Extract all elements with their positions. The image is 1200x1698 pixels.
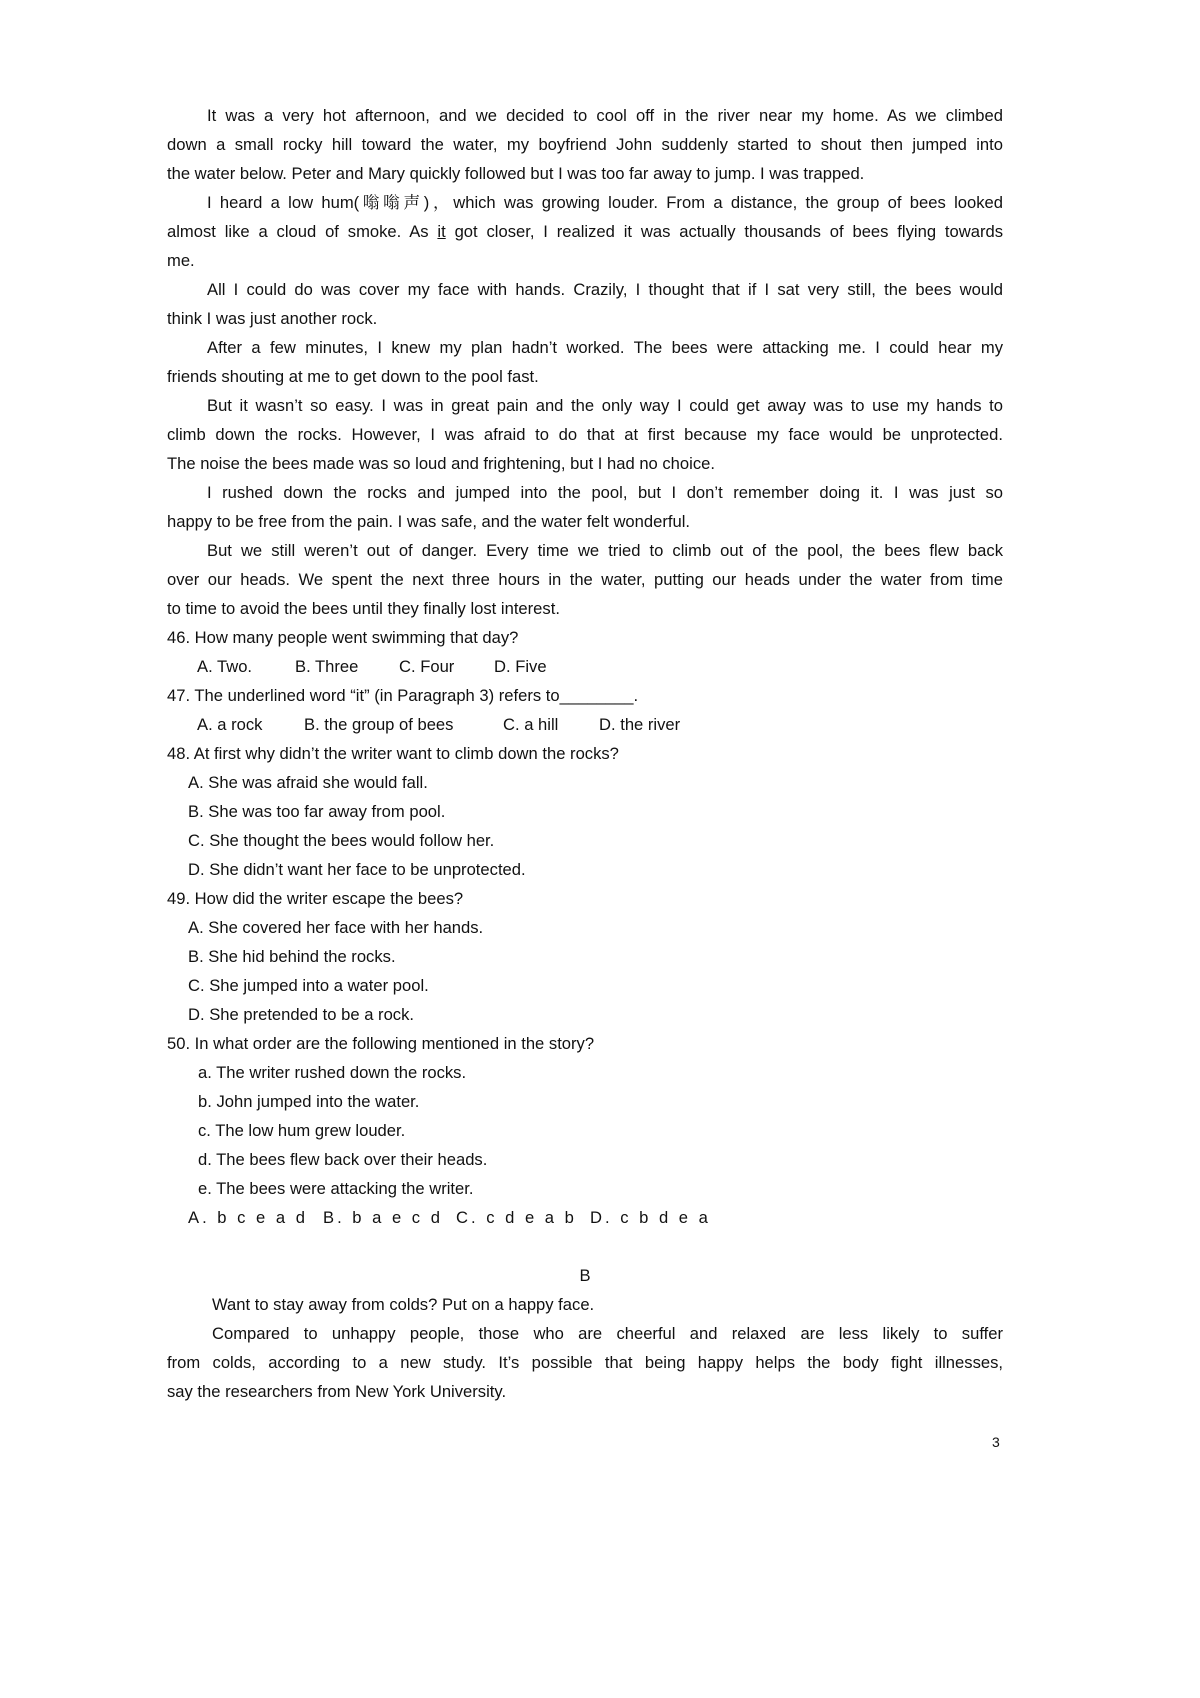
blank-line [167, 1232, 1003, 1261]
text-line: climb down the rocks. However, I was afraid to do that at first because my face would be unprotected. [167, 425, 1003, 444]
text-line: me. [167, 251, 195, 270]
page-number: 3 [992, 1434, 1000, 1450]
text-line: But we still weren’t out of danger. Every time we tried to climb out of the pool, the bees flew back [207, 541, 1003, 560]
order-item: d. The bees flew back over their heads. [198, 1150, 488, 1169]
question-stem: 50. In what order are the following mentioned in the story? [167, 1034, 595, 1053]
answer-option: B. She hid behind the rocks. [188, 947, 396, 966]
answer-option: A. She covered her face with her hands. [188, 918, 484, 937]
answer-option: C. Four [399, 657, 455, 676]
order-item: b. John jumped into the water. [198, 1092, 420, 1111]
text-segment: almost like a cloud of smoke. As [167, 222, 438, 241]
text-line: After a few minutes, I knew my plan hadn’t worked. The bees were attacking me. I could hear my [207, 338, 1003, 357]
question [167, 739, 1003, 884]
text-line: over our heads. We spent the next three hours in the water, putting our heads under the water from time [167, 570, 1003, 589]
text-line: friends shouting at me to get down to the pool fast. [167, 367, 539, 386]
options-row [167, 710, 1003, 739]
answer-option: B. She was too far away from pool. [188, 802, 446, 821]
answer-option: D. the river [599, 715, 681, 734]
question-stem: 49. How did the writer escape the bees? [167, 889, 464, 908]
text-line: think I was just another rock. [167, 309, 378, 328]
question [167, 884, 1003, 1029]
order-item: e. The bees were attacking the writer. [198, 1179, 474, 1198]
text-line: Compared to unhappy people, those who are cheerful and relaxed are less likely to suffer [212, 1324, 1003, 1343]
text-segment: got closer, I realized it was actually thousands of bees flying towards [445, 222, 1003, 241]
text-line: down a small rocky hill toward the water, my boyfriend John suddenly started to shout then jumped into [167, 135, 1003, 154]
question [167, 681, 1003, 739]
paragraph [167, 391, 1003, 478]
answer-option: B. b a e c d [323, 1208, 443, 1227]
question [167, 623, 1003, 681]
paragraph [167, 101, 1003, 188]
question-stem: 47. The underlined word “it” (in Paragraph 3) refers to________. [167, 686, 639, 705]
paragraph [167, 478, 1003, 536]
options-row [167, 652, 1003, 681]
answer-option: C. c d e a b [456, 1208, 577, 1227]
paragraph [167, 188, 1003, 275]
paragraph [167, 1319, 1003, 1406]
section-heading: B [579, 1266, 591, 1285]
underlined-word: it [437, 222, 446, 241]
answer-option: A. Two. [197, 657, 253, 676]
answer-option: D. She pretended to be a rock. [188, 1005, 415, 1024]
text-line: to time to avoid the bees until they finally lost interest. [167, 599, 560, 618]
answer-option: C. She thought the bees would follow her. [188, 831, 495, 850]
answer-option: B. Three [295, 657, 359, 676]
text-line: from colds, according to a new study. It’s possible that being happy helps the body fight illnesses, [167, 1353, 1003, 1372]
text-line [167, 217, 1003, 246]
text-line: All I could do was cover my face with hands. Crazily, I thought that if I sat very still, the bees would [207, 280, 1003, 299]
paragraph [167, 1290, 1003, 1319]
answer-option: D. She didn’t want her face to be unprotected. [188, 860, 526, 879]
document-page [167, 101, 1003, 1406]
question-stem: 48. At first why didn’t the writer want to climb down the rocks? [167, 744, 619, 763]
text-line: the water below. Peter and Mary quickly followed but I was too far away to jump. I was trapped. [167, 164, 865, 183]
text-line: It was a very hot afternoon, and we decided to cool off in the river near my home. As we climbed [207, 106, 1003, 125]
answer-option: D. Five [494, 657, 547, 676]
text-line: I heard a low hum(嗡嗡声)，which was growing louder. From a distance, the group of bees looked [207, 193, 1003, 212]
text-line: But it wasn’t so easy. I was in great pain and the only way I could get away was to use my hands to [207, 396, 1003, 415]
paragraph [167, 536, 1003, 623]
text-line: Want to stay away from colds? Put on a happy face. [212, 1295, 595, 1314]
text-line: The noise the bees made was so loud and frightening, but I had no choice. [167, 454, 715, 473]
answer-option: C. a hill [503, 715, 559, 734]
answer-option: A. b c e a d [188, 1208, 308, 1227]
answer-option: C. She jumped into a water pool. [188, 976, 429, 995]
text-line: happy to be free from the pain. I was safe, and the water felt wonderful. [167, 512, 691, 531]
answer-option: A. She was afraid she would fall. [188, 773, 428, 792]
question [167, 1029, 1003, 1232]
answer-option: A. a rock [197, 715, 263, 734]
order-item: c. The low hum grew louder. [198, 1121, 406, 1140]
answer-option: D. c b d e a [590, 1208, 711, 1227]
answer-option: B. the group of bees [304, 715, 454, 734]
text-line: I rushed down the rocks and jumped into the pool, but I don’t remember doing it. I was just so [207, 483, 1003, 502]
order-item: a. The writer rushed down the rocks. [198, 1063, 467, 1082]
paragraph [167, 333, 1003, 391]
options-row [167, 1203, 1003, 1232]
text-line: say the researchers from New York University. [167, 1382, 507, 1401]
paragraph [167, 275, 1003, 333]
question-stem: 46. How many people went swimming that day? [167, 628, 519, 647]
